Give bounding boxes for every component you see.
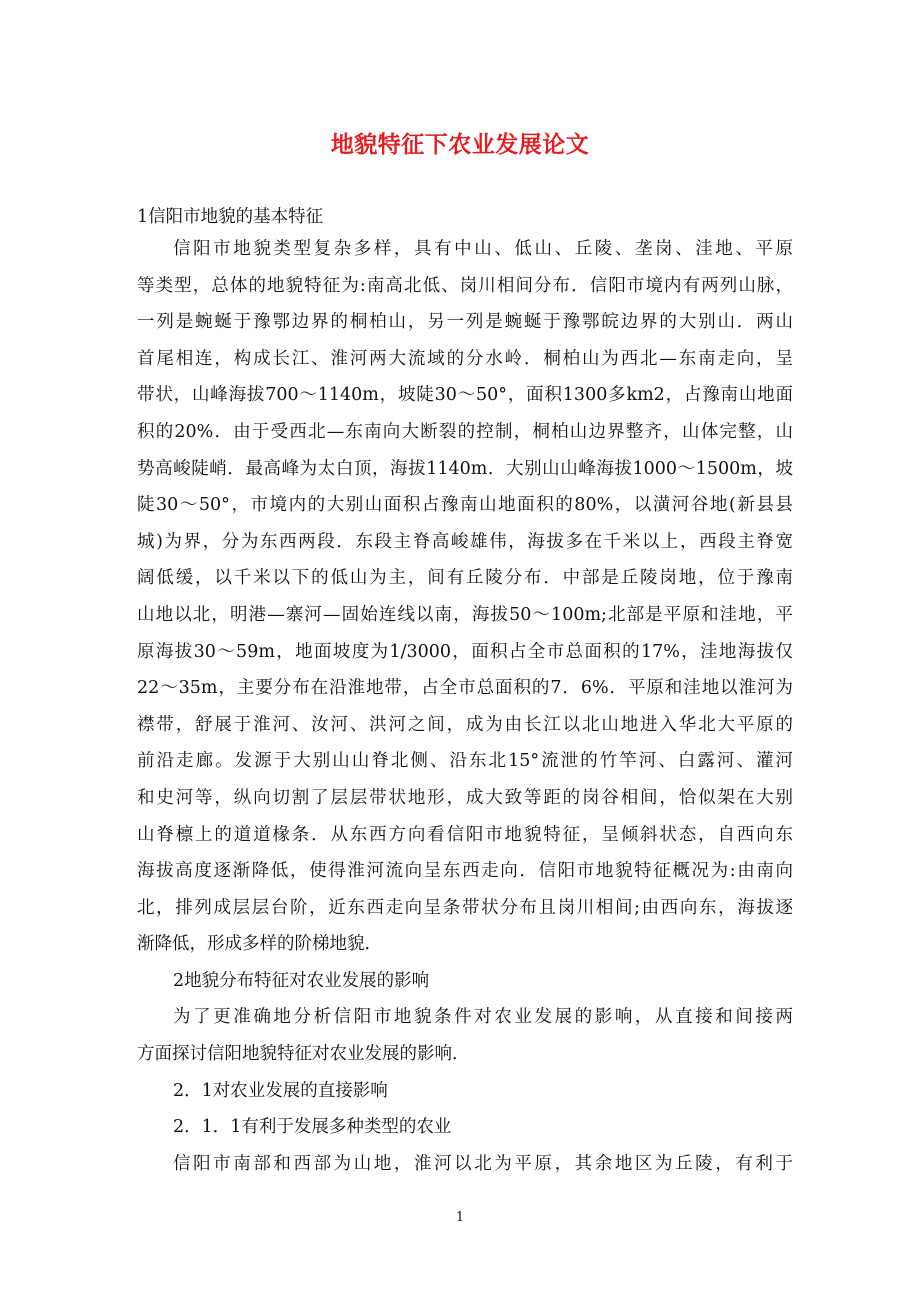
- paragraph-line: 一列是蜿蜒于豫鄂边界的桐柏山，另一列是蜿蜒于豫鄂皖边界的大别山．两山: [137, 312, 793, 333]
- paragraph-line: 原海拔30～59m，地面坡度为1/3000，面积占全市总面积的17%，洼地海拔仅: [137, 641, 793, 662]
- section-heading-2-1-1: 2．1．1有利于发展多种类型的农业: [173, 1117, 452, 1138]
- document-body: [137, 203, 793, 1182]
- paragraph-line: 北，排列成层层台阶，近东西走向呈条带状分布且岗川相间;由西向东，海拔逐: [137, 897, 793, 918]
- paragraph-line: 积的20%．由于受西北—东南向大断裂的控制，桐柏山边界整齐，山体完整，山: [137, 421, 793, 442]
- section-heading-1: 1信阳市地貌的基本特征: [137, 207, 324, 227]
- paragraph-line: 带状，山峰海拔700～1140m，坡陡30～50°，面积1300多km2，占豫南山地面: [137, 385, 793, 406]
- paragraph-1: [137, 231, 793, 963]
- paragraph-line: 阔低缓，以千米以下的低山为主，间有丘陵分布．中部是丘陵岗地，位于豫南: [137, 568, 793, 589]
- paragraph-2: [137, 999, 793, 1072]
- paragraph-line: 襟带，舒展于淮河、汝河、洪河之间，成为由长江以北山地进入华北大平原的: [137, 714, 793, 735]
- paragraph-3: [137, 1146, 793, 1183]
- paragraph-line: 方面探讨信阳地貌特征对农业发展的影响．: [137, 1044, 470, 1065]
- paragraph-line: 渐降低，形成多样的阶梯地貌．: [137, 934, 382, 955]
- document-title: 地貌特征下农业发展论文: [330, 132, 590, 158]
- paragraph-line: 信阳市南部和西部为山地，淮河以北为平原，其余地区为丘陵，有利于: [173, 1153, 793, 1174]
- paragraph-line: 城)为界，分为东西两段．东段主脊高峻雄伟，海拔多在千米以上，西段主脊宽: [137, 531, 793, 552]
- paragraph-line: 山地以北，明港—寨河—固始连线以南，海拔50～100m;北部是平原和洼地，平: [137, 604, 793, 625]
- paragraph-line: 首尾相连，构成长江、淮河两大流域的分水岭．桐柏山为西北—东南走向，呈: [137, 348, 793, 369]
- paragraph-line: 22～35m，主要分布在沿淮地带，占全市总面积的7．6%．平原和洼地以淮河为: [137, 678, 793, 699]
- paragraph-line: 势高峻陡峭．最高峰为太白顶，海拔1140m．大别山山峰海拔1000～1500m，坡: [137, 458, 793, 479]
- paragraph-line: 信阳市地貌类型复杂多样，具有中山、低山、丘陵、垄岗、洼地、平原: [173, 239, 793, 259]
- paragraph-line: 和史河等，纵向切割了层层带状地形，成大致等距的岗谷相间，恰似架在大别: [137, 787, 793, 808]
- paragraph-line: 海拔高度逐渐降低，使得淮河流向呈东西走向．信阳市地貌特征概况为:由南向: [137, 861, 793, 882]
- page-number: 1: [455, 1210, 465, 1225]
- paragraph-line: 山脊檩上的道道椽条．从东西方向看信阳市地貌特征，呈倾斜状态，自西向东: [137, 824, 793, 845]
- paragraph-line: 等类型，总体的地貌特征为:南高北低、岗川相间分布．信阳市境内有两列山脉，: [137, 275, 793, 296]
- section-heading-2-1: 2．1对农业发展的直接影响: [173, 1080, 388, 1101]
- section-heading-2: 2地貌分布特征对农业发展的影响: [173, 970, 430, 991]
- paragraph-line: 陡30～50°，市境内的大别山面积占豫南山地面积的80%，以潢河谷地(新县县: [137, 495, 793, 516]
- paragraph-line: 为了更准确地分析信阳市地貌条件对农业发展的影响，从直接和间接两: [173, 1007, 793, 1028]
- paragraph-line: 前沿走廊。发源于大别山山脊北侧、沿东北15°流泄的竹竿河、白露河、灌河: [137, 751, 793, 772]
